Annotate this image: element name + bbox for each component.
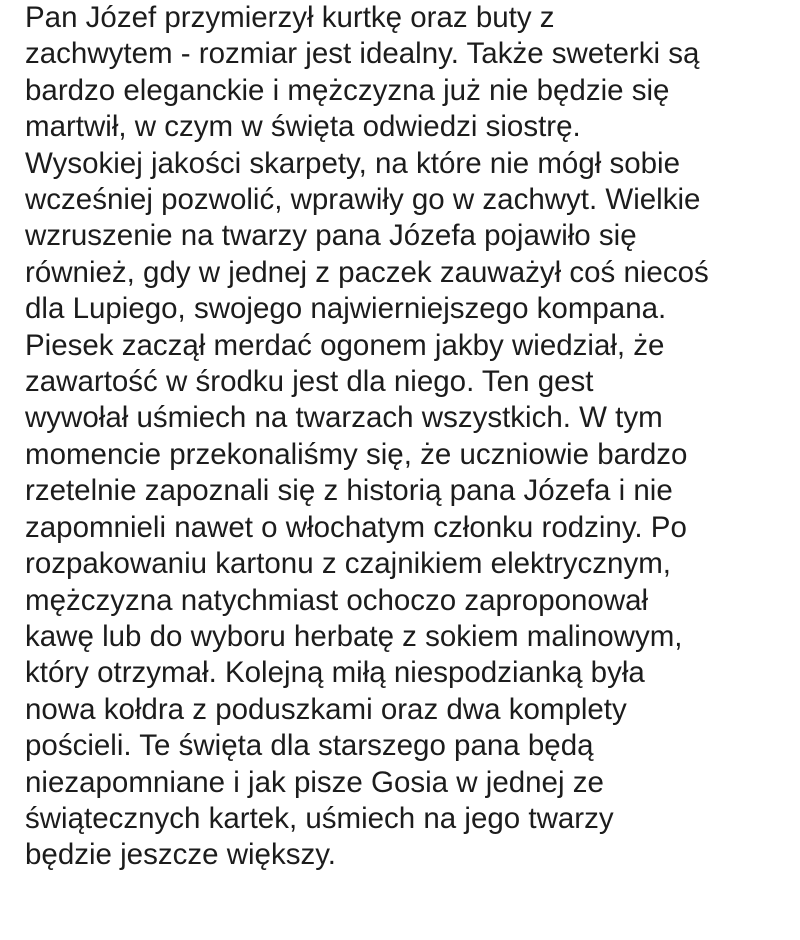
- text-line: zapomnieli nawet o włochatym członku rodziny. Po: [25, 510, 687, 544]
- text-line: pościeli. Te święta dla starszego pana będą: [25, 729, 594, 763]
- text-line: wcześniej pozwolić, wprawiły go w zachwyt. Wielkie: [25, 183, 701, 217]
- text-line: również, gdy w jednej z paczek zauważył coś niecoś: [25, 255, 709, 289]
- text-line: wzruszenie na twarzy pana Józefa pojawiło się: [25, 219, 637, 253]
- text-line: zawartość w środku jest dla niego. Ten gest: [25, 365, 594, 399]
- text-line: Pan Józef przymierzył kurtkę oraz buty z: [25, 1, 555, 34]
- text-line: świątecznych kartek, uśmiech na jego twarzy: [25, 801, 614, 835]
- text-line: Wysokiej jakości skarpety, na które nie mógł sobie: [25, 146, 681, 180]
- text-line: bardzo eleganckie i mężczyzna już nie będzie się: [25, 73, 670, 107]
- text-line: który otrzymał. Kolejną miłą niespodzianką była: [25, 656, 645, 690]
- text-line: momencie przekonaliśmy się, że uczniowie bardzo: [25, 437, 688, 471]
- text-line: rzetelnie zapoznali się z historią pana Józefa i nie: [25, 474, 673, 508]
- text-line: zachwytem - rozmiar jest idealny. Także sweterki są: [25, 37, 700, 71]
- text-line: niezapomniane i jak pisze Gosia w jednej ze: [25, 765, 604, 799]
- text-line: rozpakowaniu kartonu z czajnikiem elektrycznym,: [25, 547, 671, 581]
- text-line: wywołał uśmiech na twarzach wszystkich. W tym: [25, 401, 663, 435]
- text-line: martwił, w czym w święta odwiedzi siostrę.: [25, 110, 581, 144]
- post-body-text: [25, 0, 795, 874]
- text-line: mężczyzna natychmiast ochoczo zaproponował: [25, 583, 649, 617]
- text-line: dla Lupiego, swojego najwierniejszego kompana.: [25, 292, 667, 326]
- text-line: kawę lub do wyboru herbatę z sokiem malinowym,: [25, 619, 683, 653]
- text-line: Piesek zaczął merdać ogonem jakby wiedział, że: [25, 328, 665, 362]
- text-line: nowa kołdra z poduszkami oraz dwa komplety: [25, 692, 627, 726]
- text-line: będzie jeszcze większy.: [25, 838, 336, 872]
